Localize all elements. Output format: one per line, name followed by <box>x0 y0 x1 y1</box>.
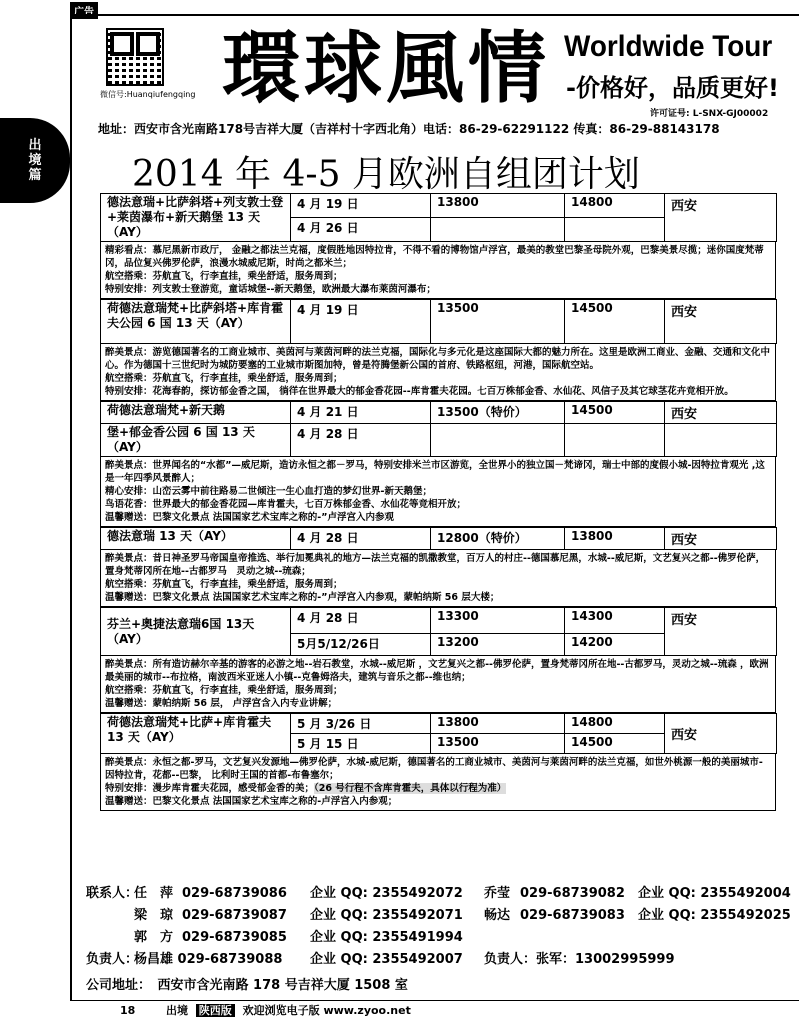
tour-route: 荷德法意瑞梵+比萨+库肯霍夫 13 天（AY） <box>101 714 291 754</box>
tour-price-alt: 14800 <box>565 194 665 218</box>
contact-qq: 企业 QQ: 2355492072 <box>310 886 463 901</box>
tour-route: 荷德法意瑞梵+比萨斜塔+库肯霍夫公园 6 国 13 天（AY） <box>101 300 291 344</box>
tour-highlight: 醉美景点：永恒之都-罗马，文艺复兴发源地—佛罗伦萨，水城-威尼斯，德国著名的工商业城市、美茵河与莱茵河畔的法兰克福，如世外桃源一般的美丽城市-因特拉肯，花都--巴黎， 比利时王国的首都-布鲁塞尔； <box>105 757 763 781</box>
tour-departure-city: 西安 <box>665 300 777 344</box>
tour-flight: 航空搭乘：芬航直飞，行李直挂，乘坐舒适，服务周到； <box>105 579 343 590</box>
tour-city-empty <box>665 424 777 457</box>
tour-gift: 温馨赠送：蒙帕纳斯 56 层， 卢浮宫含入内专业讲解； <box>105 698 338 709</box>
contact-qq: 企业 QQ: 2355492004 <box>638 886 791 901</box>
tour-price-alt <box>565 218 665 242</box>
contact-qq: 企业 QQ: 2355492071 <box>310 908 463 923</box>
section-tab-char: 篇 <box>28 168 42 183</box>
tour-highlight: 醉美景点：世界闻名的“水都”—威尼斯，造访永恒之都－罗马，特别安排米兰市区游览，全世界小的独立国－梵谛冈，瑞士中部的度假小城-因特拉肯观光 ,这是一年四季风景醉人； <box>105 460 765 484</box>
contact-phone: 029-68739085 <box>182 930 287 945</box>
tour-date: 5月5/12/26日 <box>291 634 431 656</box>
ad-tag: 广告 <box>70 2 98 19</box>
tour-date: 5 月 15 日 <box>291 734 431 754</box>
contact-name: 梁 琼 <box>134 908 174 923</box>
tour-route: 德法意瑞 13 天（AY） <box>101 528 291 550</box>
tour-list <box>100 193 776 811</box>
tour-description <box>100 754 776 811</box>
tour-note: （26 号行程不含库肯霍夫，具体以行程为准） <box>314 783 507 794</box>
tour-price-alt: 14500 <box>565 734 665 754</box>
contact-phone: 029-68739083 <box>520 908 625 923</box>
tour-special: 特别安排：花海春韵，探访郁金香之国， 徜徉在世界最大的郁金香花园--库肯霍夫花园。七百万株郁金香、水仙花、风信子及其它球茎花卉竞相开放。 <box>105 386 734 397</box>
tour-table <box>100 401 777 457</box>
tour-flight: 航空搭乘：芬航直飞，行李直挂，乘坐舒适，服务周到； <box>105 685 343 696</box>
contact-name: 郭 方 <box>134 930 174 945</box>
contact-qq: 企业 QQ: 2355491994 <box>310 930 463 945</box>
tour-departure-city: 西安 <box>665 714 777 754</box>
tour-special-line <box>105 782 771 795</box>
footer-section: 出境 <box>165 1004 188 1017</box>
tour-date: 4 月 19 日 <box>291 194 431 218</box>
tour-description <box>100 242 776 299</box>
tour-departure-city: 西安 <box>665 528 777 550</box>
tour-highlight: 精彩看点：慕尼黑新市政厅， 金融之都法兰克福，度假胜地因特拉肯，不得不看的博物馆卢浮宫，最美的教堂巴黎圣母院外观，巴黎美景尽揽；迷你国度梵蒂冈，品位复兴佛罗伦萨，浪漫水城威尼斯，时尚之都米兰； <box>105 245 764 269</box>
tour-price: 13800 <box>431 194 565 218</box>
tour-table <box>100 607 777 656</box>
tour-special: 特别安排：漫步库肯霍夫花园，感受郁金香的美； <box>105 783 315 794</box>
manager-label: 负责人： <box>86 952 139 967</box>
tour-date: 5 月 3/26 日 <box>291 714 431 734</box>
contact-row <box>86 927 791 949</box>
tour-date: 4 月 28 日 <box>291 608 431 634</box>
tour-departure-city: 西安 <box>665 402 777 424</box>
contact-name: 乔莹 <box>484 886 511 901</box>
tour-price-alt: 13800 <box>565 528 665 550</box>
tour-table <box>100 527 777 550</box>
license-number: 许可证号: L-SNX-GJ00002 <box>650 109 769 119</box>
contact-phone: 029-68739082 <box>520 886 625 901</box>
footer-rule <box>70 1000 799 1001</box>
contact-section <box>86 883 791 997</box>
slogan: -价格好，品质更好! <box>566 74 779 102</box>
company-address: 公司地址： 西安市含光南路 178 号吉祥大厦 1508 室 <box>86 978 408 993</box>
manager-qq: 企业 QQ: 2355492007 <box>310 952 463 967</box>
tour-table <box>100 193 777 242</box>
qr-code <box>106 28 164 86</box>
tour-price: 13300 <box>431 608 565 634</box>
footer <box>120 1002 411 1017</box>
tour-date: 4 月 28 日 <box>291 424 431 457</box>
tour-date: 4 月 19 日 <box>291 300 431 344</box>
tour-date: 4 月 28 日 <box>291 528 431 550</box>
tour-description <box>100 344 776 401</box>
contact-name: 任 萍 <box>134 886 174 901</box>
brand-name-en: Worldwide Tour <box>564 30 773 63</box>
tour-date: 4 月 21 日 <box>291 402 431 424</box>
section-tab-char: 出 <box>28 138 42 153</box>
footer-website: 欢迎浏览电子版 www.zyoo.net <box>242 1004 411 1017</box>
tour-table <box>100 299 777 344</box>
tour-price-alt: 14300 <box>565 608 665 634</box>
contact-phone: 029-68739087 <box>182 908 287 923</box>
tour-departure-city: 西安 <box>665 608 777 656</box>
contact-row <box>86 883 791 905</box>
tour-flight: 航空搭乘：芬航直飞，行李直挂，乘坐舒适，服务周到； <box>105 271 343 282</box>
tour-flight: 航空搭乘：芬航直飞，行李直挂，乘坐舒适，服务周到； <box>105 373 343 384</box>
tour-gift: 温馨赠送：巴黎文化景点 法国国家艺术宝库之称的-卢浮宫入内参观； <box>105 796 398 807</box>
tour-price-alt: 14500 <box>565 402 665 424</box>
agency-address: 地址：西安市含光南路178号吉祥大厦（吉祥村十字西北角）电话：86-29-62291122 传真：86-29-88143178 <box>98 122 720 136</box>
tour-description <box>100 457 776 527</box>
tour-highlight: 醉美景点：游览德国著名的工商业城市、美茵河与莱茵河畔的法兰克福，国际化与多元化是这座国际大都的魅力所在。这里是欧洲工商业、金融、交通和文化中心。作为德国十三世纪时为城防要塞的工业城市斯图加特，曾是符腾堡新公国的首府、铁路枢纽，河港，国际航空站。 <box>105 347 771 371</box>
tour-price-alt: 14200 <box>565 634 665 656</box>
section-tab <box>0 118 70 203</box>
tour-price-alt: 14500 <box>565 300 665 344</box>
tour-date: 4 月 26 日 <box>291 218 431 242</box>
tour-table <box>100 713 777 754</box>
contact-label: 联系人： <box>86 886 139 901</box>
tour-description <box>100 550 776 607</box>
tour-price <box>431 424 565 457</box>
tour-route: 荷德法意瑞梵+新天鹅 <box>101 402 291 424</box>
tour-route: 德法意瑞+比萨斜塔+列支敦士登+莱茵瀑布+新天鹅堡 13 天（AY） <box>101 194 291 242</box>
tour-price <box>431 218 565 242</box>
edition-badge: 陕西版 <box>196 1004 235 1017</box>
brand-logo-cn: 環球風情 <box>222 23 551 114</box>
page-title: 2014 年 4-5 月欧洲自组团计划 <box>132 154 640 195</box>
tour-description <box>100 656 776 713</box>
tour-special: 鸟语花香：世界最大的郁金香花园—库肯霍夫，七百万株郁金香、水仙花等竞相开放； <box>105 499 467 510</box>
tour-price: 13500 <box>431 734 565 754</box>
tour-gift: 温馨赠送：巴黎文化景点 法国国家艺术宝库之称的-”卢浮宫入内参观，蒙帕纳斯 56 层大楼； <box>105 592 500 603</box>
tour-highlight: 醉美景点：所有造访赫尔辛基的游客的必游之地--岩石教堂，水城--威尼斯 ，文艺复兴之都--佛罗伦萨，置身梵蒂冈所在地--古都罗马，灵动之城--琉森 ，欧洲最美丽的城市--布拉格，南波西米亚迷人小镇--克鲁姆洛夫，建筑与音乐之都--维也纳； <box>105 659 769 683</box>
tour-price-alt: 14800 <box>565 714 665 734</box>
contact-phone: 029-68739086 <box>182 886 287 901</box>
tour-highlight: 醉美景点：昔日神圣罗马帝国皇帝推选、举行加冕典礼的地方—法兰克福的凯撒教堂，百万人的村庄--德国慕尼黑，水城--威尼斯，文艺复兴之都--佛罗伦萨，置身梵蒂冈所在地--古都罗马 灵动之城--琉森； <box>105 553 766 577</box>
tour-special: 精心安排：山峦云雾中前往路易二世倾注一生心血打造的梦幻世界-新天鹅堡； <box>105 486 432 497</box>
manager-row <box>86 949 791 971</box>
page-number: 18 <box>120 1004 136 1017</box>
section-tab-char: 境 <box>28 153 42 168</box>
tour-special: 特别安排：列支敦士登游览，童话城堡--新天鹅堡，欧洲最大瀑布莱茵河瀑布； <box>105 284 436 295</box>
tour-departure-city: 西安 <box>665 194 777 242</box>
manager-contact-2: 负责人：张军：13002995999 <box>484 952 675 967</box>
contact-name: 畅达 <box>484 908 511 923</box>
wechat-id: 微信号:Huanqiufengqing <box>100 90 196 99</box>
tour-price: 13500（特价） <box>431 402 565 424</box>
tour-price: 12800（特价） <box>431 528 565 550</box>
tour-price: 13800 <box>431 714 565 734</box>
tour-route: 芬兰+奥捷法意瑞6国 13天（AY） <box>101 608 291 656</box>
tour-price: 13200 <box>431 634 565 656</box>
tour-price: 13500 <box>431 300 565 344</box>
tour-route-cont: 堡+郁金香公园 6 国 13 天（AY） <box>101 424 291 457</box>
contact-qq: 企业 QQ: 2355492025 <box>638 908 791 923</box>
tour-price-alt <box>565 424 665 457</box>
tour-gift: 温馨赠送：巴黎文化景点 法国国家艺术宝库之称的-”卢浮宫入内参观 <box>105 512 394 523</box>
manager-contact: 杨昌雄 029-68739088 <box>134 952 283 967</box>
contact-row <box>86 905 791 927</box>
